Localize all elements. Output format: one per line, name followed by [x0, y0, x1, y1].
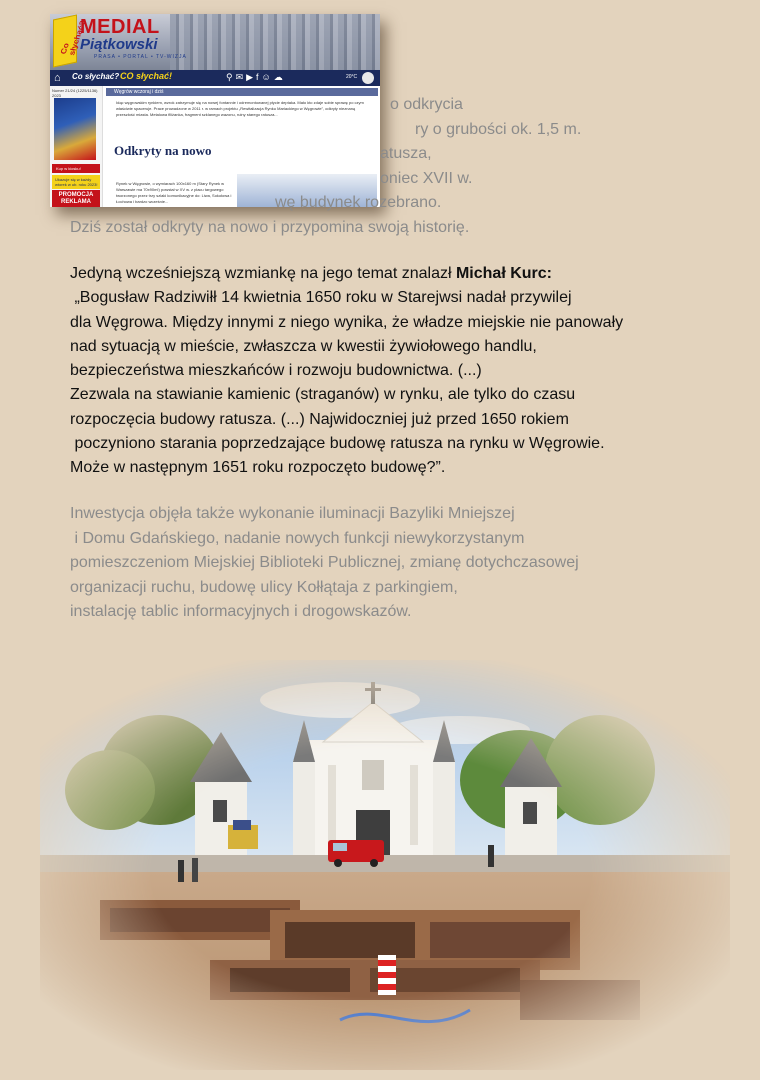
quote-lead: Jedyną wcześniejszą wzmiankę na jego temat znalazł — [70, 265, 456, 282]
article-intro: Idąc węgrowskim rynkiem, wzrok zatrzymuje się na nowej fontannie i odremontowanej płycie deptaka. Mało kto zdaje sobie sprawę po czym właściwie spaceruje. Prace prowadzone w 2011 r. w ramach projektu „Rewitalizacja Rynku Mariackiego w Węgrowie”, odkryły nieznaną przeszłość miasta. Metalowa filiżanka, fragment szklanego wazonu, ruiny starego ratusza... — [116, 100, 364, 117]
logo-title: MEDIAL — [80, 16, 160, 38]
weather-temp: 20°C — [346, 74, 358, 80]
sidebar-yellow-banner[interactable]: Ukazuje się w każdy wtorek w ub. roku 2023! — [52, 175, 100, 189]
quote-lead-line — [70, 262, 710, 286]
invest-line: i Domu Gdańskiego, nadanie nowych funkcji niewykorzystanym — [70, 529, 525, 547]
faded-line: ry o grubości ok. 1,5 m. — [415, 120, 582, 138]
quote-line: „Bogusław Radziwiłł 14 kwietnia 1650 roku w Starejwsi nadał przywilej — [70, 289, 572, 307]
faded-line: Dziś został odkryty na nowo i przypomina swoją historię. — [70, 218, 470, 236]
social-icons[interactable]: ⚲✉▶f☺☁ — [226, 72, 286, 82]
sidebar-red-banner[interactable]: Kup w kiosku! — [52, 164, 100, 173]
promo-banner[interactable]: PROMOCJA REKLAMA — [52, 190, 100, 207]
invest-line: instalację tablic informacyjnych i drogowskazów. — [70, 603, 412, 620]
search-icon[interactable] — [362, 72, 374, 84]
faded-line: oniec XVII w. — [380, 169, 473, 187]
logo-subtitle: Piątkowski — [80, 36, 158, 53]
quote-line: Zezwala na stawianie kamienic (straganów) w rynku, ale tylko do czasu — [70, 386, 576, 404]
nav-label[interactable]: Co słychać? — [72, 72, 120, 81]
faded-line: atusza, — [380, 145, 432, 162]
city-panorama — [170, 14, 380, 70]
quote-line: poczyniono starania poprzedzające budowę ratusza na rynku w Węgrowie. — [70, 435, 605, 453]
article-title: Odkryty na nowo — [114, 143, 212, 158]
quote-block — [70, 262, 710, 481]
quote-line: bezpieczeństwa mieszkańców i rozwoju budownictwa. (...) — [70, 362, 482, 380]
section-bar: Węgrów wczoraj i dziś — [106, 88, 378, 96]
masthead — [50, 14, 380, 70]
faded-line: wę budynek rozebrano. — [275, 194, 442, 211]
faded-line: o odkrycia — [390, 96, 463, 113]
quote-author: Michał Kurc: — [455, 265, 552, 282]
quote-line: nad sytuacją w mieście, zwłaszcza w kwestii żywiołowego handlu, — [70, 337, 537, 355]
logo-tagline: PRASA • PORTAL • TV-WIZJA — [94, 54, 187, 60]
invest-line: pomieszczeniom Miejskiej Biblioteki Publicznej, zmianę dotychczasowej — [70, 554, 579, 571]
quote-line: rozpoczęcia budowy ratusza. (...) Najwidoczniej już przed 1650 rokiem — [70, 410, 569, 428]
nav-label-2[interactable]: CO słychać! — [120, 71, 173, 81]
logo-badge: Co słychać? — [53, 14, 77, 67]
issue-number: Numer 21/24 (1225/1136) 2023 — [52, 88, 98, 98]
home-icon[interactable]: ⌂ — [54, 72, 61, 84]
invest-line: Inwestycja objęła także wykonanie iluminacji Bazyliki Mniejszej — [70, 505, 515, 522]
article-column: Rynek w Węgrowie, o wymiarach 100x160 m (Stary Rynek w Warszawie ma 70x90m!) powstał w XV w. z placu targowego tworzonego przez trzy szlaki komunikacyjne do: Liwa, Sokołowa i Łochowa i bardzo wcześnie... — [116, 181, 232, 204]
excavation-photo-drawing — [40, 660, 730, 1070]
nav-bar — [50, 70, 380, 86]
invest-line: organizacji ruchu, budowę ulicy Kołłątaja z parkingiem, — [70, 578, 458, 596]
quote-line: dla Węgrowa. Między innymi z niego wynika, że władze miejskie nie panowały — [70, 313, 624, 331]
excavation-photo — [40, 660, 730, 1070]
faded-intro — [70, 93, 670, 240]
investment-paragraph — [70, 502, 710, 625]
quote-line: Może w następnym 1651 roku rozpoczęto budowę?”. — [70, 459, 446, 477]
